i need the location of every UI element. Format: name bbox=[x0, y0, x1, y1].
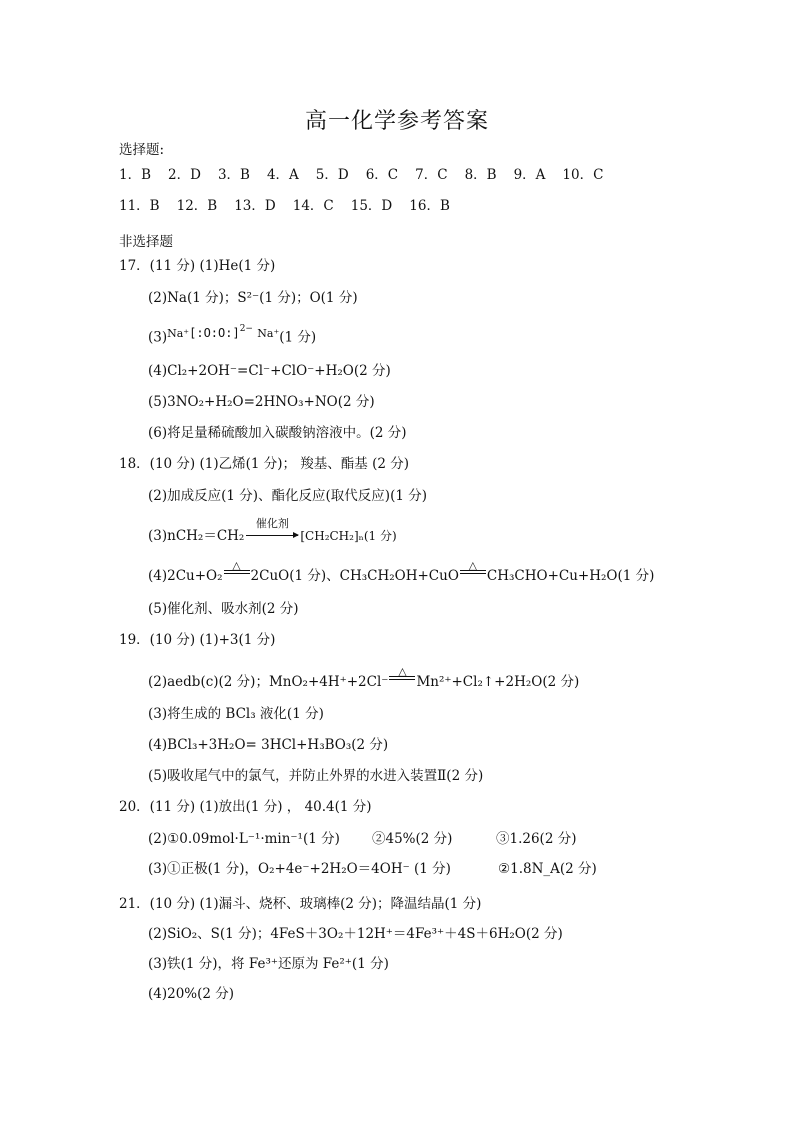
q20-part-2a: (2)①0.09mol·L⁻¹·min⁻¹(1 分) bbox=[148, 831, 340, 847]
mc-answer: 4．A bbox=[266, 167, 299, 183]
q19-head: 19．(10 分) (1)+3(1 分) bbox=[119, 632, 276, 648]
q17-part-6: (6)将足量稀硫酸加入碳酸钠溶液中。(2 分) bbox=[148, 425, 407, 441]
q18-part-3 bbox=[148, 517, 397, 546]
q18-part-4 bbox=[148, 559, 655, 586]
page-title: 高一化学参考答案 bbox=[304, 109, 489, 134]
mc-answer: 15．D bbox=[350, 198, 393, 214]
q21-part-4: (4)20%(2 分) bbox=[148, 986, 235, 1002]
heat-symbol: △ bbox=[398, 665, 407, 678]
q17-part-2: (2)Na(1 分)；S²⁻(1 分)；O(1 分) bbox=[148, 290, 358, 306]
q21-part-3: (3)铁(1 分)，将 Fe³⁺还原为 Fe²⁺(1 分) bbox=[148, 956, 389, 972]
mc-answer: 5．D bbox=[315, 167, 349, 183]
q17-head: 17．(11 分) (1)He(1 分) bbox=[119, 258, 276, 274]
q19-p2-a: (2)aedb(c)(2 分)；MnO₂+4H⁺+2Cl⁻ bbox=[148, 674, 389, 690]
mc-answer: 13．D bbox=[234, 198, 276, 214]
mc-answer: 2．D bbox=[168, 167, 201, 183]
mc-row-1 bbox=[119, 165, 620, 185]
heat-equals-sign bbox=[388, 665, 416, 692]
q18-p3-product: [CH₂CH₂]ₙ(1 分) bbox=[300, 529, 397, 543]
sodium-ion: Na⁺ bbox=[257, 326, 280, 340]
q19-part-5: (5)吸收尾气中的氯气，并防止外界的水进入装置Ⅱ(2 分) bbox=[148, 768, 484, 784]
q18-p3-reactant: (3)nCH₂＝CH₂ bbox=[148, 528, 245, 544]
heat-equals-sign bbox=[459, 559, 487, 586]
q19-p2-b: Mn²⁺+Cl₂↑+2H₂O(2 分) bbox=[416, 674, 580, 690]
q19-part-2 bbox=[148, 665, 580, 692]
mc-answer: 8．B bbox=[464, 167, 497, 183]
mc-answer: 16．B bbox=[409, 198, 450, 214]
q17-p3-score: (1 分) bbox=[279, 329, 317, 346]
mc-answer: 3．B bbox=[217, 167, 250, 183]
q18-head: 18．(10 分) (1)乙烯(1 分)； 羧基、酯基 (2 分) bbox=[119, 456, 410, 472]
q17-part-4: (4)Cl₂+2OH⁻=Cl⁻+ClO⁻+H₂O(2 分) bbox=[148, 363, 391, 379]
q21-head: 21．(10 分) (1)漏斗、烧杯、玻璃棒(2 分)；降温结晶(1 分) bbox=[119, 896, 482, 912]
mc-answer: 1．B bbox=[119, 167, 152, 183]
q20-part-3b: ②1.8N_A(2 分) bbox=[498, 861, 597, 877]
sodium-ion: Na⁺ bbox=[167, 326, 190, 340]
q20-part-2b: ②45%(2 分) bbox=[372, 831, 453, 847]
q20-head: 20．(11 分) (1)放出(1 分) ， 40.4(1 分) bbox=[119, 799, 372, 815]
q18-part-2: (2)加成反应(1 分)、酯化反应(取代反应)(1 分) bbox=[148, 488, 427, 504]
mc-answer: 12．B bbox=[176, 198, 218, 214]
q20-part-2c: ③1.26(2 分) bbox=[496, 831, 577, 847]
q18-part-5: (5)催化剂、吸水剂(2 分) bbox=[148, 601, 299, 617]
mc-answer: 7．C bbox=[415, 167, 448, 183]
charge-label: 2− bbox=[239, 324, 253, 334]
q18-p4-b: 2CuO(1 分)、CH₃CH₂OH+CuO bbox=[250, 568, 459, 584]
q19-part-3: (3)将生成的 BCl₃ 液化(1 分) bbox=[148, 706, 324, 722]
mc-answer: 14．C bbox=[292, 198, 334, 214]
mc-answer: 10．C bbox=[562, 167, 604, 183]
mc-heading: 选择题: bbox=[119, 142, 165, 158]
q19-part-4: (4)BCl₃+3H₂O= 3HCl+H₃BO₃(2 分) bbox=[148, 737, 389, 753]
q18-p4-a: (4)2Cu+O₂ bbox=[148, 568, 223, 584]
q21-part-2: (2)SiO₂、S(1 分)；4FeS＋3O₂＋12H⁺＝4Fe³⁺＋4S＋6H₂O(2 分) bbox=[148, 926, 563, 942]
catalyst-label: 催化剂 bbox=[255, 517, 289, 530]
heat-symbol: △ bbox=[232, 559, 241, 572]
mc-answer: 11．B bbox=[119, 198, 160, 214]
mc-answer: 9．A bbox=[513, 167, 546, 183]
q20-part-3a: (3)①正极(1 分)，O₂+4e⁻+2H₂O＝4OH⁻ (1 分) bbox=[148, 861, 451, 877]
heat-symbol: △ bbox=[468, 559, 478, 572]
q17-part-5: (5)3NO₂+H₂O=2HNO₃+NO(2 分) bbox=[148, 394, 375, 410]
q17-p3-prefix: (3) bbox=[148, 329, 168, 346]
q18-p4-c: CH₃CHO+Cu+H₂O(1 分) bbox=[486, 568, 655, 584]
non-mc-heading: 非选择题 bbox=[119, 234, 173, 250]
mc-row-2 bbox=[119, 196, 467, 216]
q17-part-3 bbox=[148, 324, 316, 349]
mc-answer: 6．C bbox=[365, 167, 399, 183]
heat-equals-sign bbox=[223, 559, 251, 586]
peroxide-electron-formula: [:O:O:] bbox=[189, 325, 240, 340]
reaction-arrow bbox=[244, 517, 300, 546]
